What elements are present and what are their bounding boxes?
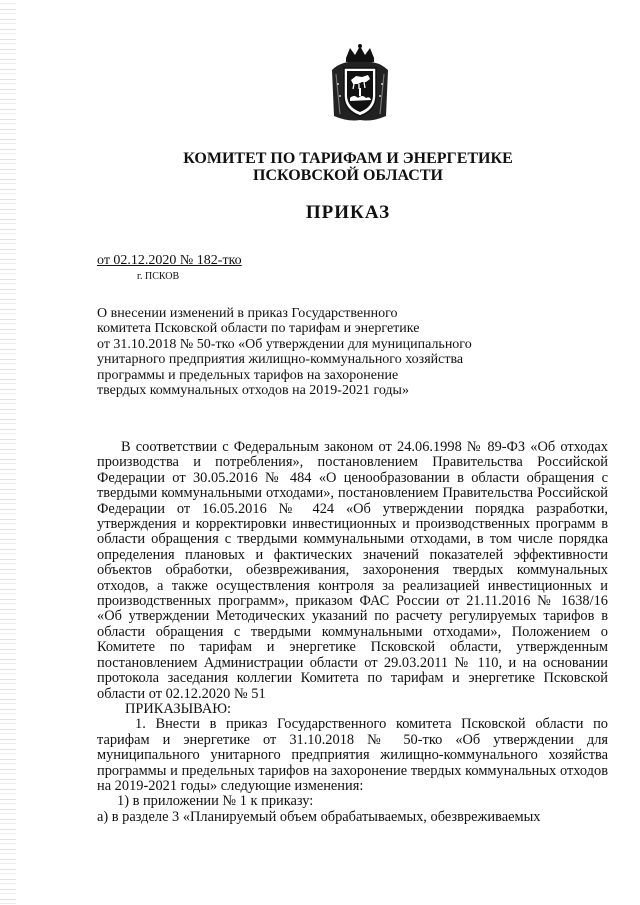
- item-1-1-a-paragraph: а) в разделе 3 «Планируемый объем обрабатываемых, обезвреживаемых: [97, 808, 541, 825]
- item-1-1-paragraph: 1) в приложении № 1 к приказу:: [117, 793, 314, 810]
- item-1-paragraph: 1. Внести в приказ Государственного комитета Псковской области по тарифам и энергетике от 31.10.2018 № 50-тко «Об утверждении для муниципального унитарного предприятия жилищно-коммунального хозяйства программы и предельных тарифов на захоронение твердых коммунальных отходов на 2019-2021 годы» следующие изменения:: [97, 716, 608, 794]
- order-body: [97, 440, 608, 825]
- subject-line: твердых коммунальных отходов на 2019-2021 годы»: [97, 383, 409, 399]
- org-line-1: КОМИТЕТ ПО ТАРИФАМ И ЭНЕРГЕТИКЕ: [183, 150, 513, 167]
- subject-line: унитарного предприятия жилищно-коммунального хозяйства: [97, 352, 464, 368]
- subject-line: О внесении изменений в приказ Государственного: [97, 306, 398, 321]
- document-type-title: ПРИКАЗ: [305, 202, 391, 223]
- date-and-number: от 02.12.2020 № 182-тко: [97, 253, 242, 268]
- subject-line: комитета Псковской области по тарифам и энергетике: [97, 321, 420, 337]
- subject-line: от 31.10.2018 № 50-тко «Об утверждении для муниципального: [97, 336, 472, 352]
- organization-name: [100, 150, 596, 184]
- city-label: г. ПСКОВ: [137, 271, 180, 282]
- coat-of-arms-icon: [328, 44, 392, 122]
- order-keyword: ПРИКАЗЫВАЮ:: [125, 700, 232, 717]
- preamble-paragraph: В соответствии с Федеральным законом от 24.06.1998 № 89-ФЗ «Об отходах производства и потребления», постановлением Правительства Российской Федерации от 30.05.2016 № 484 «О ценообразовании в области обращения с твердыми коммунальными отходами», постановлением Правительства Российской Федерации от 16.05.2016 № 424 «Об утверждении порядка разработки, утверждения и корректировки инвестиционных и производственных программ в области обращения с твердыми коммунальными отходами, в том числе порядка определения плановых и фактических значений показателей эффективности объектов обработки, обезвреживания, захоронения твердых коммунальных отходов, а также осуществления контроля за реализацией инвестиционных и производственных программ», приказом ФАС России от 21.11.2016 № 1638/16 «Об утверждении Методических указаний по расчету регулируемых тарифов в области обращения с твердыми коммунальными отходами», Положением о Комитете по тарифам и энергетике Псковской области, утвержденным постановлением Администрации области от 29.03.2011 № 110, и на основании протокола заседания коллегии Комитета по тарифам и энергетике Псковской области от 02.12.2020 № 51: [97, 439, 608, 702]
- scan-edge-artifact: [0, 0, 16, 905]
- org-line-2: ПСКОВСКОЙ ОБЛАСТИ: [253, 167, 443, 184]
- subject-line: программы и предельных тарифов на захоронение: [97, 367, 399, 383]
- order-subject: [97, 306, 537, 398]
